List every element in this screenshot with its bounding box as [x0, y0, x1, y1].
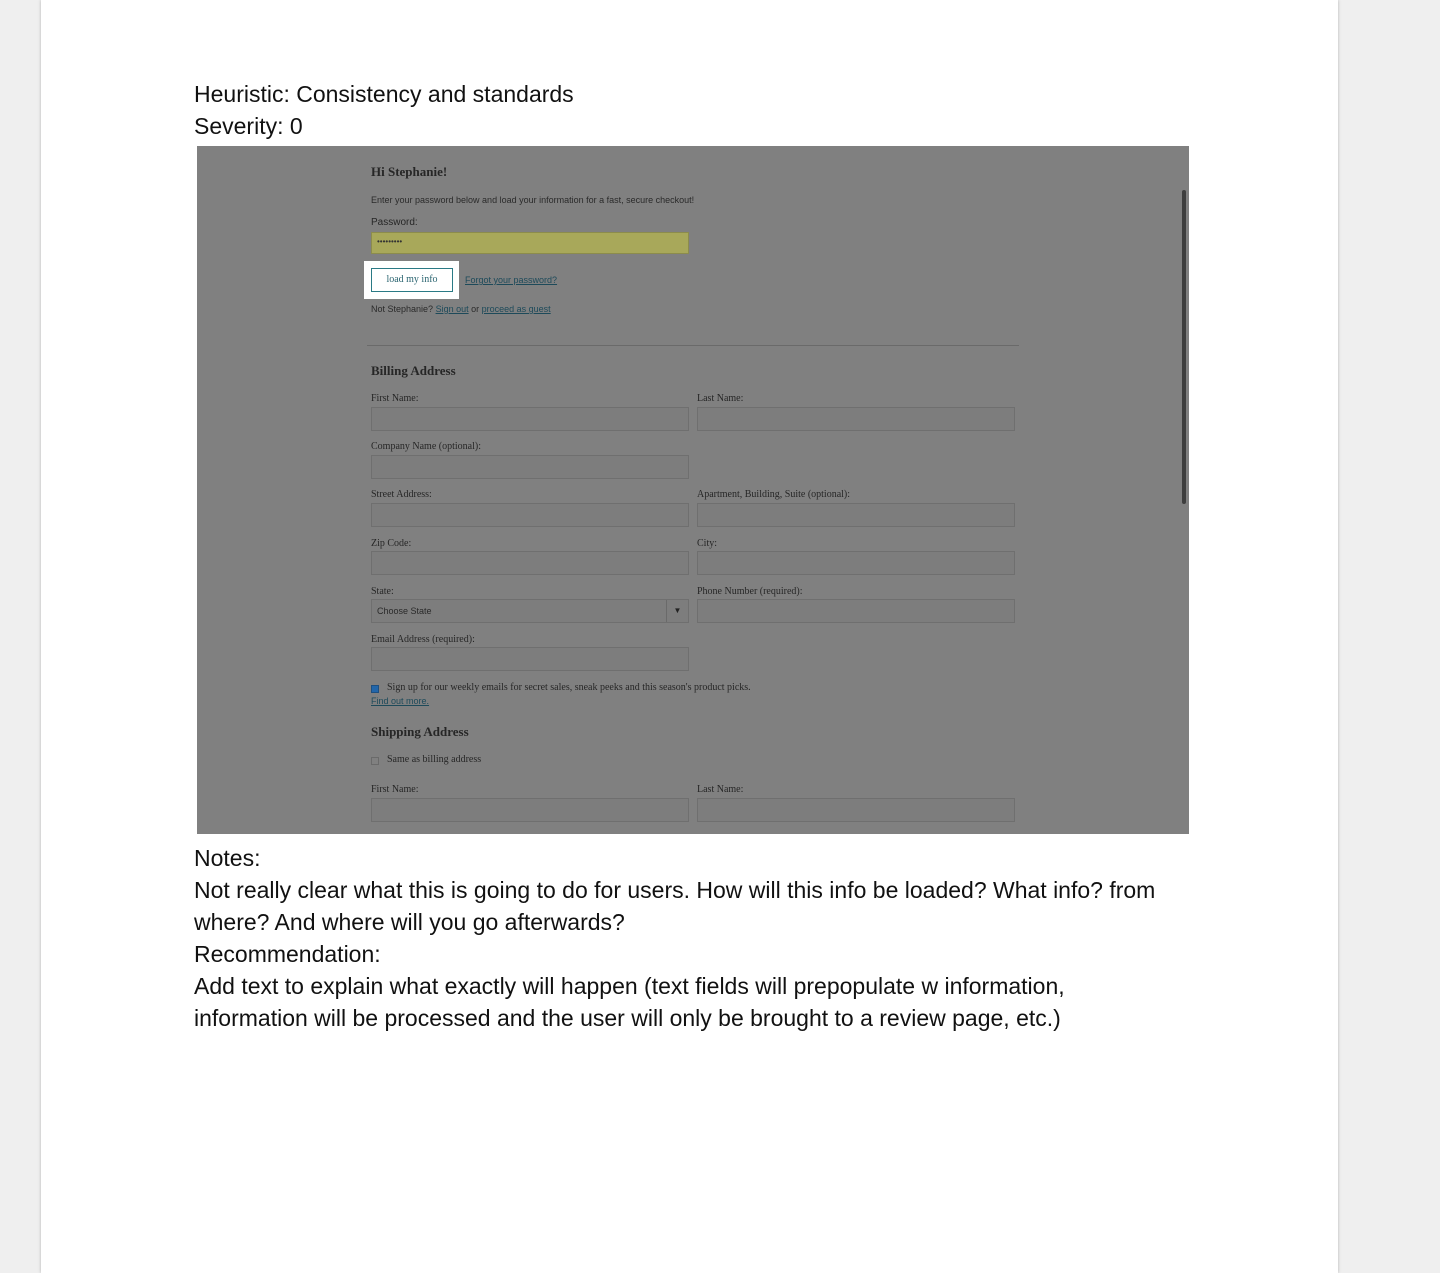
same-as-billing-label: Same as billing address	[387, 754, 482, 765]
checkout-screenshot	[197, 146, 1189, 834]
load-my-info-button[interactable]: load my info	[371, 268, 453, 292]
dropdown-arrow-icon: ▼	[666, 600, 688, 622]
billing-first-name-label: First Name:	[371, 393, 419, 404]
recommendation-line-1: Add text to explain what exactly will happen (text fields will prepopulate w information,	[194, 973, 1065, 999]
notes-line-2: where? And where will you go afterwards?	[194, 909, 625, 935]
billing-last-name-label: Last Name:	[697, 393, 744, 404]
zip-label: Zip Code:	[371, 538, 412, 549]
state-select-value: Choose State	[377, 606, 432, 616]
recommendation-heading: Recommendation:	[194, 941, 381, 967]
heuristic-heading: Heuristic: Consistency and standards	[194, 81, 574, 107]
scrollbar[interactable]	[1182, 190, 1186, 504]
instructions-text: Enter your password below and load your information for a fast, secure checkout!	[371, 195, 695, 205]
password-label: Password:	[371, 217, 418, 228]
apartment-input[interactable]	[697, 503, 1015, 527]
proceed-as-guest-link[interactable]: proceed as guest	[481, 304, 551, 314]
billing-first-name-input[interactable]	[371, 407, 689, 431]
notes-heading: Notes:	[194, 845, 261, 871]
find-out-more-link[interactable]: Find out more.	[371, 696, 430, 706]
sign-out-link[interactable]: Sign out	[435, 304, 469, 314]
billing-title: Billing Address	[371, 363, 456, 378]
password-field[interactable]: •••••••••	[371, 232, 689, 254]
email-label: Email Address (required):	[371, 634, 475, 645]
street-input[interactable]	[371, 503, 689, 527]
city-input[interactable]	[697, 551, 1015, 575]
find-out-more-text: Find out more	[371, 696, 427, 706]
shipping-last-name-input[interactable]	[697, 798, 1015, 822]
same-as-billing-checkbox[interactable]	[371, 757, 379, 765]
shipping-first-name-label: First Name:	[371, 784, 419, 795]
shipping-last-name-label: Last Name:	[697, 784, 744, 795]
phone-label: Phone Number (required):	[697, 586, 803, 597]
or-text: or	[471, 304, 480, 314]
apartment-label: Apartment, Building, Suite (optional):	[697, 489, 851, 500]
shipping-title: Shipping Address	[371, 724, 469, 739]
notes-line-1: Not really clear what this is going to do for users. How will this info be loaded? What info? from	[194, 877, 1156, 903]
company-label: Company Name (optional):	[371, 441, 481, 452]
not-user-text: Not Stephanie?	[371, 304, 434, 314]
city-label: City:	[697, 538, 718, 549]
state-select[interactable]	[371, 599, 689, 623]
newsletter-text: Sign up for our weekly emails for secret sales, sneak peeks and this season's product picks.	[387, 682, 751, 693]
billing-last-name-input[interactable]	[697, 407, 1015, 431]
zip-input[interactable]	[371, 551, 689, 575]
phone-input[interactable]	[697, 599, 1015, 623]
severity-line: Severity: 0	[194, 113, 303, 139]
recommendation-line-2: information will be processed and the user will only be brought to a review page, etc.)	[194, 1005, 1061, 1031]
greeting-heading: Hi Stephanie!	[371, 164, 448, 179]
street-label: Street Address:	[371, 489, 432, 500]
newsletter-checkbox[interactable]	[371, 685, 379, 693]
shipping-first-name-input[interactable]	[371, 798, 689, 822]
company-input[interactable]	[371, 455, 689, 479]
email-input[interactable]	[371, 647, 689, 671]
forgot-password-link[interactable]: Forgot your password?	[465, 275, 558, 285]
section-divider	[367, 345, 1019, 346]
state-label: State:	[371, 586, 394, 597]
not-user-line	[371, 304, 551, 314]
